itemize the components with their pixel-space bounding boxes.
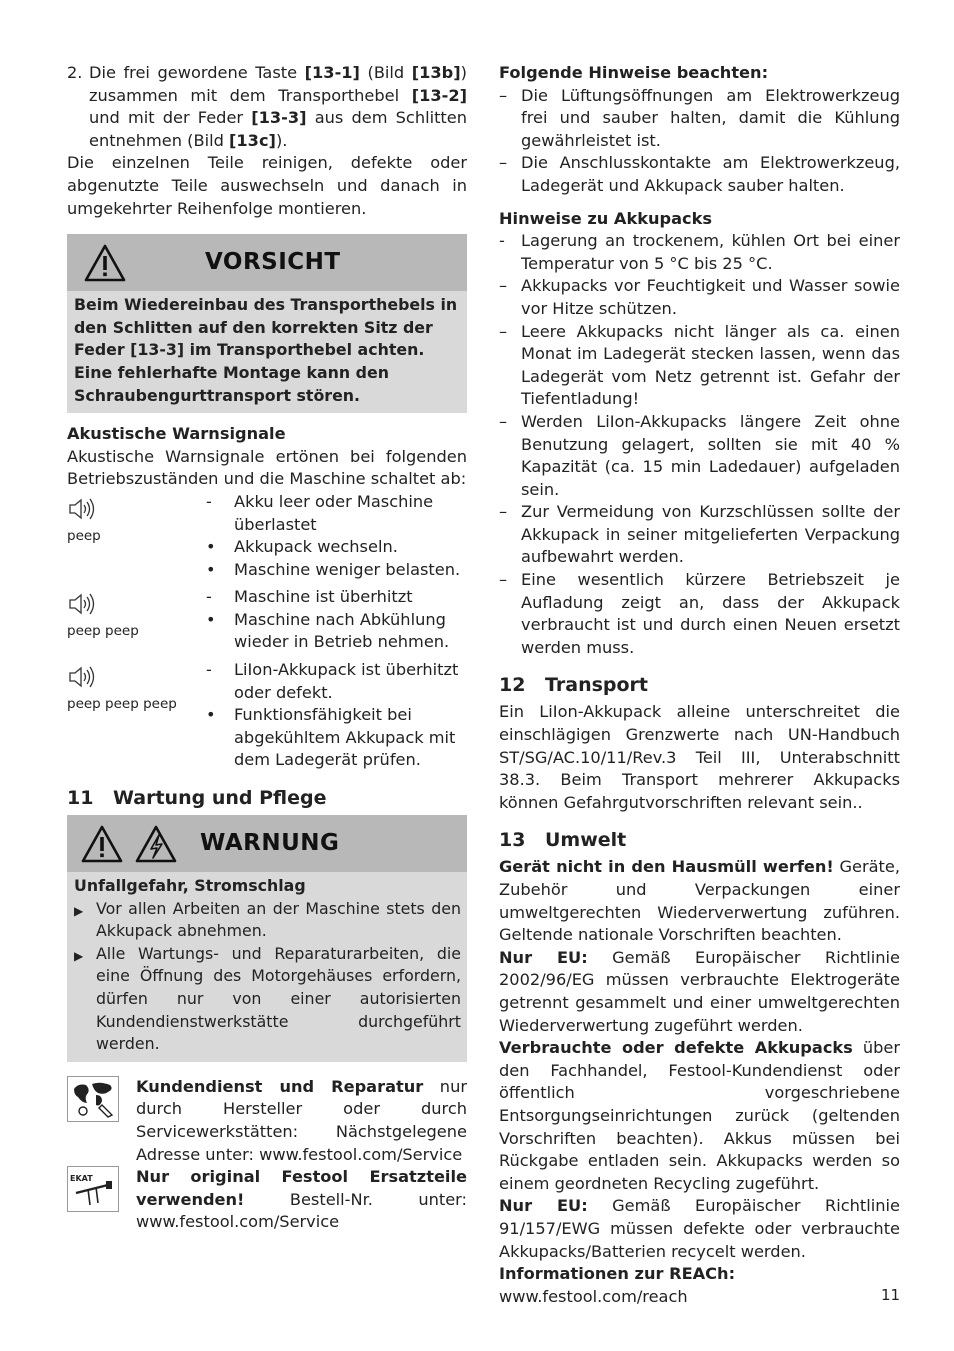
vorsicht-box [67,234,467,413]
akku-item: Eine wesentlich kürzere Betriebszeit je Aufladung zeigt an, dass der Akkupack verbraucht ist und durch einen Neuen ersetzt werden muss. [521,570,900,657]
akku-heading: Hinweise zu Akkupacks [499,208,713,228]
signal-row: peep peep peep - LiIon-Akkupack ist überhitzt oder defekt. • Funktionsfähigkeit bei abgekühltem Akkupack mit dem Ladegerät prüfen. [67,659,467,772]
signal-item: Akkupack wechseln. [234,537,398,557]
right-column: Folgende Hinweise beachten: – Die Lüftungsöffnungen am Elektrowerkzeug frei und sauber halten, damit die Kühlung gewährleistet ist. – Die Anschlusskontakte am Elektrowerkzeug, Ladegerät und Akkupack sauber halten. Hinweise zu Akkupacks - Lagerung an trockenem, kühlen Ort bei einer Temperatur von 5 °C bis 25 °C. – Akkupacks vor Feuchtigkeit und Wasser sowie vor Hitze schützen. – Leere Akkupacks nicht länger als ca. einen Monat im Ladegerät stecken lassen, wenn das Ladegerät vom Netz getrennt ist. Gefahr der Tiefentladung! – Werden LiIon-Akkupacks längere Zeit ohne Benutzung gelagert, sollten sie mit 40 % Kapazität (ca. 15 min Ladedauer) aufgeladen sein. – Zur Vermeidung von Kurzschlüssen sollte der Akkupack in seiner mitgelieferten Verpackung aufbewahrt werden. – Eine wesentlich kürzere Betriebszeit je Aufladung zeigt an, dass der Akkupack verbraucht ist und durch einen Neuen ersetzt werden muss. 12 Transport Ein LiIon-Akkupack alleine unterschreitet die einschlägigen Grenzwerte nach UN-Handbuch ST/SG/AC.10/11/Rev.3 Teil III, Unterabschnitt 38.3. Beim Transport mehrerer Akkupacks können Gefahrgutvorschriften relevant sein.. 13 Umwelt Gerät nicht in den Hausmüll werfen! Geräte, Zubehör und Verpackungen einer umweltgerechten Wiederverwertung zuführen. Geltende nationale Vorschriften beachten. Nur EU: Gemäß Europäischer Richtlinie 2002/96/EG müssen verbrauchte Elektrogeräte getrennt gesammelt und einer umweltgerechten Wiederverwertung zugeführt werden. Verbrauchte oder defekte Akkupacks über den Fachhandel, Festool-Kundendienst oder öffentlich vorgeschriebene Entsorgungseinrichtungen zurück (geltenden Vorschriften beachten). Akkus müssen bei Rückgabe entladen sein. Akkupacks werden so einem geordneten Recycling zugeführt. Nur EU: Gemäß Europäischer Richtlinie 91/157/EWG müssen defekte oder verbrauchte Akkupacks/Batterien recycelt werden. Informationen zur REACh: www.festool.com/reach [499,62,900,1308]
hinweis-item: Die Anschlusskontakte am Elektrowerkzeug, Ladegerät und Akkupack sauber halten. [521,153,900,195]
left-column [67,62,467,1234]
akku-item: Werden LiIon-Akkupacks längere Zeit ohne Benutzung gelagert, sollten sie mit 40 % Kapazität (ca. 15 min Ladedauer) aufgeladen sein. [521,411,900,499]
section-11-heading: 11 Wartung und Pflege [67,787,327,810]
service-info [67,1076,467,1166]
akku-item: Akkupacks vor Feuchtigkeit und Wasser sowie vor Hitze schützen. [521,276,900,318]
warnung-title: WARNUNG [200,830,340,857]
vorsicht-title: VORSICHT [205,249,341,276]
signal-label: peep peep [67,623,139,640]
signal-item: Funktionsfähigkeit bei abgekühltem Akkupack mit dem Ladegerät prüfen. [234,705,456,770]
step-text: Die frei gewordene Taste [13-1] (Bild [13b]) zusammen mit dem Transporthebel [13-2] und mit der Feder [13-3] aus dem Schlitten entnehmen (Bild [13c]). [89,63,467,150]
hinweise-heading: Folgende Hinweise beachten: [499,63,769,82]
step-2 [67,62,467,152]
speaker-icon [68,663,96,691]
reach-heading: Informationen zur REACh: [499,1264,736,1284]
warnung-box [67,815,467,1062]
signal-item: Maschine ist überhitzt [234,587,413,607]
warnung-subtitle: Unfallgefahr, Stromschlag [74,876,306,896]
warning-triangle-icon [83,243,127,283]
clean-paragraph: Die einzelnen Teile reinigen, defekte oder abgenutzte Teile auswechseln und danach in umgekehrter Reihenfolge montieren. [67,153,467,218]
signal-item: Maschine nach Abkühlung wieder in Betrieb nehmen. [234,609,450,652]
acoustic-intro: Akustische Warnsignale ertönen bei folgenden Betriebszuständen und die Maschine schaltet ab: [67,446,467,489]
warning-triangle-icon [80,824,124,864]
warnung-body [67,872,467,1062]
page-number: 11 [881,1286,901,1304]
reach-url[interactable]: www.festool.com/reach [499,1286,688,1306]
electric-shock-icon [134,824,178,864]
umwelt-p3: Verbrauchte oder defekte Akkupacks über den Fachhandel, Festool-Kundendienst oder öffentlich vorgeschriebene Entsorgungseinrichtungen zurück (geltenden Vorschriften beachten). Akkus müssen bei Rückgabe entladen sein. Akkupacks werden so einem geordneten Recycling zugeführt. [499,1038,900,1193]
signal-row: peep peep - Maschine ist überhitzt • Maschine nach Abkühlung wieder in Betrieb nehmen. [67,586,467,654]
umwelt-p1: Gerät nicht in den Hausmüll werfen! Geräte, Zubehör und Verpackungen einer umweltgerechten Wiederverwertung zuführen. Geltende nationale Vorschriften beachten. [499,857,900,945]
signal-label: peep [67,527,101,544]
section-13-heading: 13 Umwelt [499,829,627,852]
transport-text: Ein LiIon-Akkupack alleine unterschreitet die einschlägigen Grenzwerte nach UN-Handbuch ST/SG/AC.10/11/Rev.3 Teil III, Unterabschnitt 38.3. Beim Transport mehrerer Akkupacks können Gefahrgutvorschriften relevant sein.. [499,702,900,812]
signal-item: Maschine weniger belasten. [234,559,461,579]
parts-info [67,1166,467,1234]
umwelt-p4: Nur EU: Gemäß Europäischer Richtlinie 91/157/EWG müssen defekte oder verbrauchte Akkupacks/Batterien recycelt werden. [499,1196,900,1261]
akku-item: Leere Akkupacks nicht länger als ca. einen Monat im Ladegerät stecken lassen, wenn das Ladegerät vom Netz getrennt ist. Gefahr der Tiefentladung! [521,321,900,409]
vorsicht-text: Beim Wiedereinbau des Transporthebels in den Schlitten auf den korrekten Sitz der Feder [13-3] im Transporthebel achten. Eine fehlerhafte Montage kann den Schraubengurttransport stören. [74,295,458,405]
signal-row: peep - Akku leer oder Maschine überlastet • Akkupack wechseln. • Maschine weniger belasten. [67,491,467,581]
warnung-item: Alle Wartungs- und Reparaturarbeiten, die eine Öffnung des Motorgehäuses erfordern, dürfen nur von einer autorisierten Kundendienstwerkstätte durchgeführt werden. [96,943,461,1054]
service-url[interactable]: www.festool.com/Service [259,1144,463,1164]
umwelt-p2: Nur EU: Gemäß Europäischer Richtlinie 2002/96/EG müssen verbrauchte Elektrogeräte getrennt gesammelt und einer umweltgerechten Wiederverwertung zugeführt werden. [499,947,900,1035]
parts-text: Nur original Festool Ersatzteile verwenden! Bestell-Nr. unter: www.festool.com/Service [136,1167,467,1232]
warnung-header [67,815,467,872]
section-12-heading: 12 Transport [499,674,649,697]
step-number: 2. [67,63,83,82]
hinweis-item: Die Lüftungsöffnungen am Elektrowerkzeug frei und sauber halten, damit die Kühlung gewährleistet ist. [521,85,900,150]
speaker-icon [68,495,96,523]
signal-item: LiIon-Akkupack ist überhitzt oder defekt. [234,660,459,702]
akku-item: Lagerung an trockenem, kühlen Ort bei einer Temperatur von 5 °C bis 25 °C. [521,231,900,273]
vorsicht-header [67,234,467,291]
signal-label: peep peep peep [67,696,177,713]
parts-url[interactable]: www.festool.com/Service [136,1212,340,1232]
service-world-icon [67,1076,119,1122]
signal-item: Akku leer oder Maschine überlastet [234,491,434,534]
speaker-icon [68,590,96,618]
arrow-icon: ▶ [74,948,84,963]
ekat-icon: EKAT [67,1166,119,1212]
service-text: Kundendienst und Reparatur nur durch Hersteller oder durch Servicewerkstätten: Nächstgelegene Adresse unter: www.festool.com/Service [136,1076,467,1164]
acoustic-heading: Akustische Warnsignale [67,424,286,444]
arrow-icon: ▶ [74,903,84,918]
akku-item: Zur Vermeidung von Kurzschlüssen sollte der Akkupack in seiner mitgelieferten Verpackung aufbewahrt werden. [521,502,900,567]
warnung-item: Vor allen Arbeiten an der Maschine stets den Akkupack abnehmen. [96,898,461,941]
